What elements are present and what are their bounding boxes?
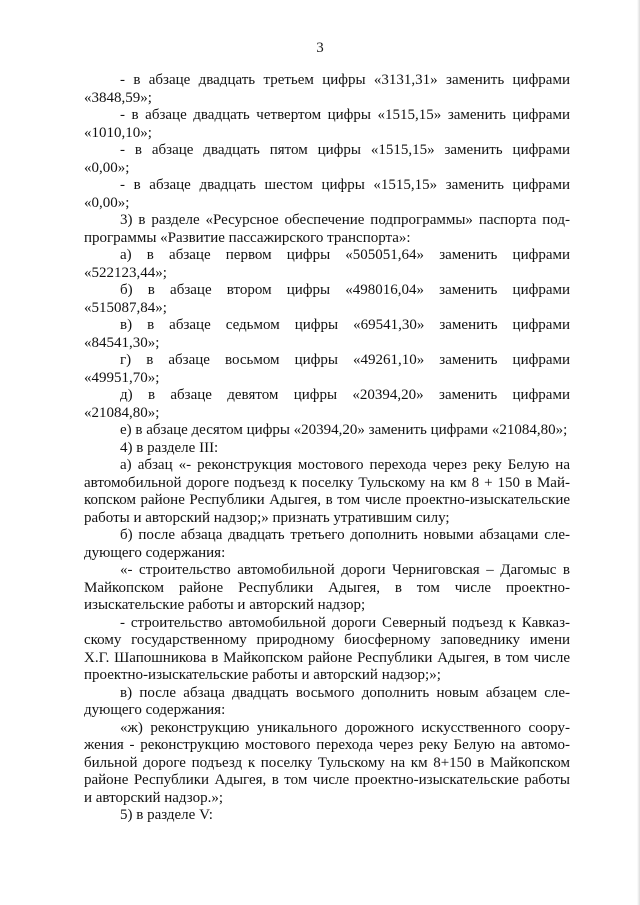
text-line: б) в абзаце втором цифры «498016,04» заменить цифрами	[120, 282, 570, 298]
text-line: «21084,80»;	[84, 404, 160, 421]
text-line: «- строительство автомобильной дороги Черниговская – Дагомыс в	[120, 562, 570, 578]
text-line: в) после абзаца двадцать восьмого дополнить новым абзацем сле-	[120, 684, 570, 701]
text-line: б) после абзаца двадцать третьего дополнить новыми абзацами сле-	[120, 527, 570, 543]
text-line: - в абзаце двадцать четвертом цифры «1515,15» заменить цифрами	[120, 107, 570, 123]
text-line: проектно-изыскательские работы и авторский надзор;»;	[84, 667, 441, 683]
text-line: программы «Развитие пассажирского транспорта»:	[84, 229, 411, 246]
text-line: - в абзаце двадцать пятом цифры «1515,15» заменить цифрами	[120, 142, 570, 158]
text-line: а) абзац «- реконструкция мостового перехода через реку Белую на	[120, 457, 570, 473]
text-line: в) в абзаце седьмом цифры «69541,30» заменить цифрами	[120, 317, 570, 333]
text-line: «1010,10»;	[84, 124, 152, 141]
page-number: 3	[316, 40, 324, 56]
text-line: «ж) реконструкцию уникального дорожного искусственного соору-	[120, 719, 570, 736]
text-line: «515087,84»;	[84, 299, 167, 316]
text-line: - строительство автомобильной дороги Северный подъезд к Кавказ-	[120, 614, 570, 631]
document-body	[84, 72, 570, 825]
text-line: работы и авторский надзор;» признать утратившим силу;	[84, 509, 450, 526]
text-line: - в абзаце двадцать третьем цифры «3131,31» заменить цифрами	[120, 72, 570, 88]
text-line: дующего содержания:	[84, 702, 226, 718]
text-line: районе Республики Адыгея, в том числе проектно-изыскательские работы	[84, 772, 570, 788]
text-line: автомобильной дороге подъезд к поселку Тульскому на км 8 + 150 в Май-	[84, 474, 570, 491]
text-line: г) в абзаце восьмом цифры «49261,10» заменить цифрами	[120, 352, 570, 368]
text-line: и авторский надзор.»;	[84, 789, 224, 806]
text-line: «522123,44»;	[84, 264, 167, 281]
text-line: «49951,70»;	[84, 369, 160, 386]
text-line: «0,00»;	[84, 194, 130, 211]
text-line: е) в абзаце десятом цифры «20394,20» заменить цифрами «21084,80»;	[120, 422, 568, 438]
text-line: Х.Г. Шапошникова в Майкопском районе Республики Адыгея, в том числе	[84, 649, 570, 666]
text-line: бильной дороге подъезд к поселку Тульскому на км 8+150 в Майкопском	[84, 754, 570, 771]
text-line: - в абзаце двадцать шестом цифры «1515,15» заменить цифрами	[120, 177, 570, 193]
text-line: «3848,59»;	[84, 89, 152, 106]
text-line: скому государственному природному биосферному заповеднику имени	[84, 632, 570, 648]
text-line: изыскательские работы и авторский надзор;	[84, 597, 366, 613]
text-line: «0,00»;	[84, 159, 130, 176]
text-line: 3) в разделе «Ресурсное обеспечение подпрограммы» паспорта под-	[120, 212, 570, 228]
text-line: жения - реконструкцию мостового перехода через реку Белую на автомо-	[84, 737, 570, 753]
text-line: дующего содержания:	[84, 544, 226, 561]
text-line: копском районе Республики Адыгея, в том числе проектно-изыскательские	[84, 492, 570, 508]
text-line: Майкопском районе Республики Адыгея, в том числе проектно-	[84, 579, 570, 596]
text-line: 4) в разделе III:	[120, 439, 219, 456]
text-line: д) в абзаце девятом цифры «20394,20» заменить цифрами	[120, 387, 570, 403]
text-line: «84541,30»;	[84, 334, 160, 351]
text-line: а) в абзаце первом цифры «505051,64» заменить цифрами	[120, 247, 570, 263]
text-line: 5) в разделе V:	[120, 807, 213, 823]
